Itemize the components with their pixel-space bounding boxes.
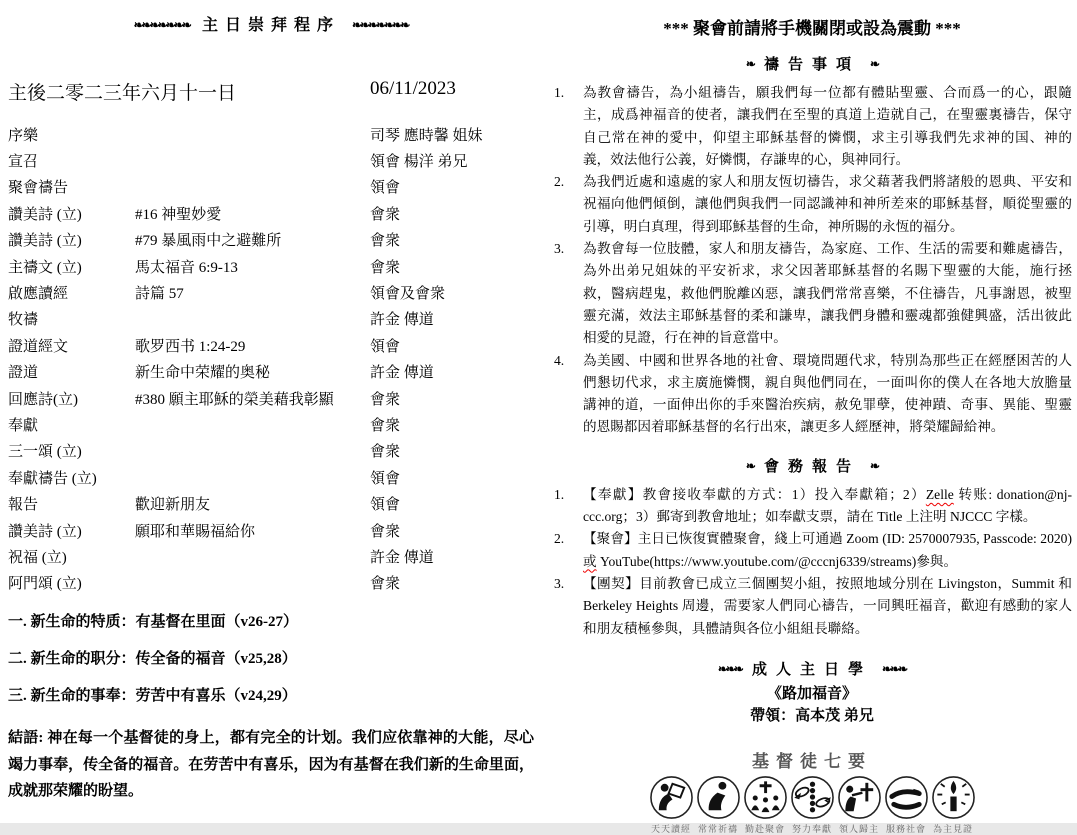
program-row xyxy=(8,570,534,596)
program-role: 領會及會衆 xyxy=(370,286,446,303)
announcement-text-pre: 【團契】目前教會已成立三個團契小組，按照地域分別在 Livingston，Summit 和 Berkeley Heights 周邊，需要家人們同心禱告，一同興旺福音，歡迎有感動的家人和朋友積極參與，具體請與各位小組組長聯絡。 xyxy=(583,575,1072,636)
worship-order-column xyxy=(8,8,534,805)
program-row xyxy=(8,121,534,147)
program-role: 領會 楊洋 弟兄 xyxy=(370,154,468,171)
program-row xyxy=(8,490,534,516)
program-row xyxy=(8,517,534,543)
business-heading-text: 會務報告 xyxy=(763,458,860,475)
announcement-item xyxy=(552,528,1072,573)
ornament-icon: ❧❧❧❧❧❧❧ xyxy=(352,18,409,32)
prayer-list xyxy=(552,82,1072,439)
seven-essentials-title: 基督徒七要 xyxy=(752,751,872,771)
program-role: 領會 xyxy=(370,338,401,355)
essential-label: 領人歸主 xyxy=(838,823,879,834)
announcement-item xyxy=(552,484,1072,529)
ornament-icon: ❧❧❧❧❧❧❧ xyxy=(133,18,190,32)
item-number: 4. xyxy=(554,352,565,368)
essential-label: 服務社會 xyxy=(885,823,926,834)
program-row xyxy=(8,332,534,358)
program-item: 證道 xyxy=(8,365,39,382)
date-row xyxy=(8,78,534,104)
announcements-column xyxy=(552,6,1072,835)
ornament-icon: ❧ xyxy=(745,57,754,71)
item-number: 3. xyxy=(554,241,565,257)
business-list xyxy=(552,484,1072,640)
candle-witness-icon xyxy=(931,775,976,820)
seven-essentials xyxy=(552,747,1072,835)
sermon-conclusion: 結語: 神在每一个基督徒的身上，都有完全的计划。我们应依靠神的大能，尽心竭力事奉，传全备的福音。在劳苦中有喜乐，因为有基督在我们新的生命里面，成就那荣耀的盼望。 xyxy=(8,730,534,800)
program-role: 許金 傳道 xyxy=(370,365,434,382)
offering-fish-icon xyxy=(790,775,835,820)
item-number: 1. xyxy=(554,486,565,502)
essential-praying xyxy=(695,775,741,835)
program-item: 讚美詩 (立) xyxy=(8,206,82,223)
item-number: 1. xyxy=(554,85,565,100)
prayer-item-text: 為教會每一位肢體，家人和朋友禱告，為家庭、工作、生活的需要和難處禱告，為外出弟兄姐妹的平安祈求，求父因著耶穌基督的名賜下聖靈的大能，施行拯救，醫病趕鬼，救他們脫離凶惡，讓我們常常喜樂，不住禱告，凡事謝恩，被聖靈充滿，效法主耶穌基督的柔和謙卑，讓我們身體和靈魂都強健興盛，活出彼此相愛的見證，行在神的旨意當中。 xyxy=(583,241,1072,346)
program-item: 奉獻 xyxy=(8,417,39,434)
essential-reading xyxy=(648,775,694,835)
ornament-icon: ❧ xyxy=(745,458,754,473)
prayer-item-text: 為教會禱告，為小組禱告，願我們每一位都有體貼聖靈、合而爲一的心，跟隨主，成爲神福音的使者，讓我們在至聖的真道上造就自己，在聖靈裏禱告，保守自己常在神的愛中，仰望主耶穌基督的憐憫，求主引導我們先求神的国、神的義，效法他行公義，好憐憫，存謙卑的心，與神同行。 xyxy=(583,85,1072,167)
program-detail: #380 願主耶穌的榮美藉我彰顯 xyxy=(135,391,334,408)
essential-serving xyxy=(883,775,929,835)
essential-label: 勤赴聚會 xyxy=(744,823,785,834)
program-row xyxy=(8,543,534,569)
date-numeric: 06/11/2023 xyxy=(370,78,456,99)
program-role: 會衆 xyxy=(370,576,401,593)
prayer-heading xyxy=(552,53,1072,74)
serving-hands-icon xyxy=(884,775,929,820)
seven-essentials-icons xyxy=(552,775,1072,835)
spellcheck-word: Zelle xyxy=(925,486,954,502)
program-row xyxy=(8,279,534,305)
program-item: 奉獻禱告 (立) xyxy=(8,470,97,487)
program-item: 三一頌 (立) xyxy=(8,444,82,461)
sunday-school-book: 《路加福音》 xyxy=(766,685,857,702)
program-role: 會衆 xyxy=(370,417,401,434)
sunday-school-heading-text: 成人主日學 xyxy=(751,661,872,678)
program-item: 牧禱 xyxy=(8,312,39,329)
prayer-heading-text: 禱告事項 xyxy=(763,57,860,73)
worship-program xyxy=(8,121,534,596)
program-row xyxy=(8,306,534,332)
program-role: 領會 xyxy=(370,180,401,197)
announcement-text-post: YouTube(https://www.youtube.com/@cccnj6339/streams)參與。 xyxy=(596,553,958,569)
ornament-icon: ❧❧❧ xyxy=(882,661,907,676)
announcement-text xyxy=(583,573,1072,640)
left-title-row xyxy=(8,12,534,35)
sermon-outline xyxy=(8,610,534,705)
prayer-item-text: 為美國、中國和世界各地的社會、環境問題代求，特別為那些正在經歷困苦的人們懇切代求，求主廣施憐憫，親自與他們同在，一面叫你的僕人在各地大放膽量講神的道，一面伸出你的手來醫治疾病，赦免罪孽，使神蹟、奇事、異能、聖靈的恩賜都因着耶穌基督的名行出來，讓更多人經歷神，將榮耀歸給神。 xyxy=(583,352,1072,435)
spellcheck-word: 或 xyxy=(583,553,597,569)
item-number: 2. xyxy=(554,531,565,547)
program-role: 領會 xyxy=(370,497,401,514)
prayer-item xyxy=(552,171,1072,238)
essential-label: 常常祈禱 xyxy=(697,823,738,834)
announcement-item xyxy=(552,573,1072,640)
phone-notice: *** 聚會前請將手機關閉或設為震動 *** xyxy=(663,19,961,38)
program-item: 證道經文 xyxy=(8,338,69,355)
program-detail: 歡迎新朋友 xyxy=(135,497,211,514)
program-item: 回應詩(立) xyxy=(8,391,78,408)
program-item: 讚美詩 (立) xyxy=(8,523,82,540)
announcement-text-pre: 【奉獻】教會接收奉獻的方式：1）投入奉獻箱；2） xyxy=(583,486,926,502)
program-item: 祝福 (立) xyxy=(8,549,67,566)
essential-witness xyxy=(930,775,976,835)
program-row xyxy=(8,253,534,279)
bible-reading-icon xyxy=(649,775,694,820)
ornament-icon: ❧ xyxy=(870,458,879,473)
essential-gathering xyxy=(742,775,788,835)
program-detail: 新生命中荣耀的奥秘 xyxy=(135,365,271,382)
essential-evangelism xyxy=(836,775,882,835)
program-row xyxy=(8,227,534,253)
program-role: 許金 傳道 xyxy=(370,312,434,329)
lead-to-cross-icon xyxy=(837,775,882,820)
program-row xyxy=(8,385,534,411)
sunday-school-block xyxy=(552,658,1072,725)
outline-point: 三. 新生命的事奉：劳苦中有喜乐（v24,29） xyxy=(8,688,297,705)
program-detail: 馬太福音 6:9-13 xyxy=(135,259,238,276)
program-item: 聚會禱告 xyxy=(8,180,69,197)
sunday-school-heading xyxy=(552,658,1072,679)
program-item: 啟應讀經 xyxy=(8,286,69,303)
program-item: 序樂 xyxy=(8,127,39,144)
program-role: 會衆 xyxy=(370,206,401,223)
program-detail: 詩篇 57 xyxy=(135,286,184,303)
program-row xyxy=(8,174,534,200)
essential-label: 天天讀經 xyxy=(650,823,691,834)
program-item: 宣召 xyxy=(8,154,39,171)
essential-label: 為主見證 xyxy=(932,823,973,834)
program-row xyxy=(8,200,534,226)
page-title: 主日崇拜程序 xyxy=(201,17,340,34)
prayer-item xyxy=(552,238,1072,349)
date-chinese: 主後二零二三年六月十一日 xyxy=(8,83,237,104)
business-heading xyxy=(552,455,1072,476)
prayer-item xyxy=(552,350,1072,439)
announcement-text xyxy=(583,484,1072,529)
program-role: 許金 傳道 xyxy=(370,549,434,566)
announcement-text xyxy=(583,528,1072,573)
prayer-icon xyxy=(696,775,741,820)
announcement-text-post: 转账: donation@nj-ccc.org；3）郵寄到教會地址；如奉獻支票，請在 Title 上注明 NJCCC 字樣。 xyxy=(583,486,1073,525)
program-row xyxy=(8,411,534,437)
program-role: 會衆 xyxy=(370,391,401,408)
program-row xyxy=(8,464,534,490)
program-item: 報告 xyxy=(8,497,39,514)
ornament-icon: ❧❧❧ xyxy=(717,661,742,676)
program-row xyxy=(8,359,534,385)
essential-label: 努力奉獻 xyxy=(791,823,832,834)
program-role: 會衆 xyxy=(370,444,401,461)
program-detail: 歌罗西书 1:24-29 xyxy=(135,338,246,355)
ornament-icon: ❧ xyxy=(870,57,879,71)
prayer-item-text: 為我們近處和遠處的家人和朋友恆切禱告，求父藉著我們將諸般的恩典、平安和祝福向他們傾倒，讓他們與我們一同認識神和神所差來的耶穌基督，順從聖靈的引導，明白真理，得到耶穌基督的生命，神所賜的永恆的福分。 xyxy=(583,174,1072,234)
program-item: 讚美詩 (立) xyxy=(8,233,82,250)
program-role: 領會 xyxy=(370,470,401,487)
announcement-text-pre: 【聚會】主日已恢復實體聚會，綫上可通過 Zoom (ID: 2570007935, Passcode: 2020) xyxy=(583,531,1072,547)
program-role: 會衆 xyxy=(370,259,401,276)
program-role: 會衆 xyxy=(370,233,401,250)
program-detail: #16 神聖妙愛 xyxy=(135,206,222,223)
program-detail: #79 暴風雨中之避難所 xyxy=(135,233,282,250)
outline-point: 二. 新生命的职分：传全备的福音（v25,28） xyxy=(8,651,297,668)
program-row xyxy=(8,438,534,464)
program-role: 會衆 xyxy=(370,523,401,540)
program-role: 司琴 應時馨 姐妹 xyxy=(370,127,483,144)
essential-offering xyxy=(789,775,835,835)
sunday-school-leader: 帶領：高本茂 弟兄 xyxy=(750,707,874,724)
program-row xyxy=(8,147,534,173)
item-number: 2. xyxy=(554,174,565,190)
item-number: 3. xyxy=(554,575,565,591)
program-detail: 願耶和華賜福給你 xyxy=(135,523,256,540)
outline-point: 一. 新生命的特质：有基督在里面（v26-27） xyxy=(8,614,298,631)
church-gathering-icon xyxy=(743,775,788,820)
program-item: 阿門頌 (立) xyxy=(8,576,82,593)
program-item: 主禱文 (立) xyxy=(8,259,82,276)
prayer-item xyxy=(552,82,1072,171)
